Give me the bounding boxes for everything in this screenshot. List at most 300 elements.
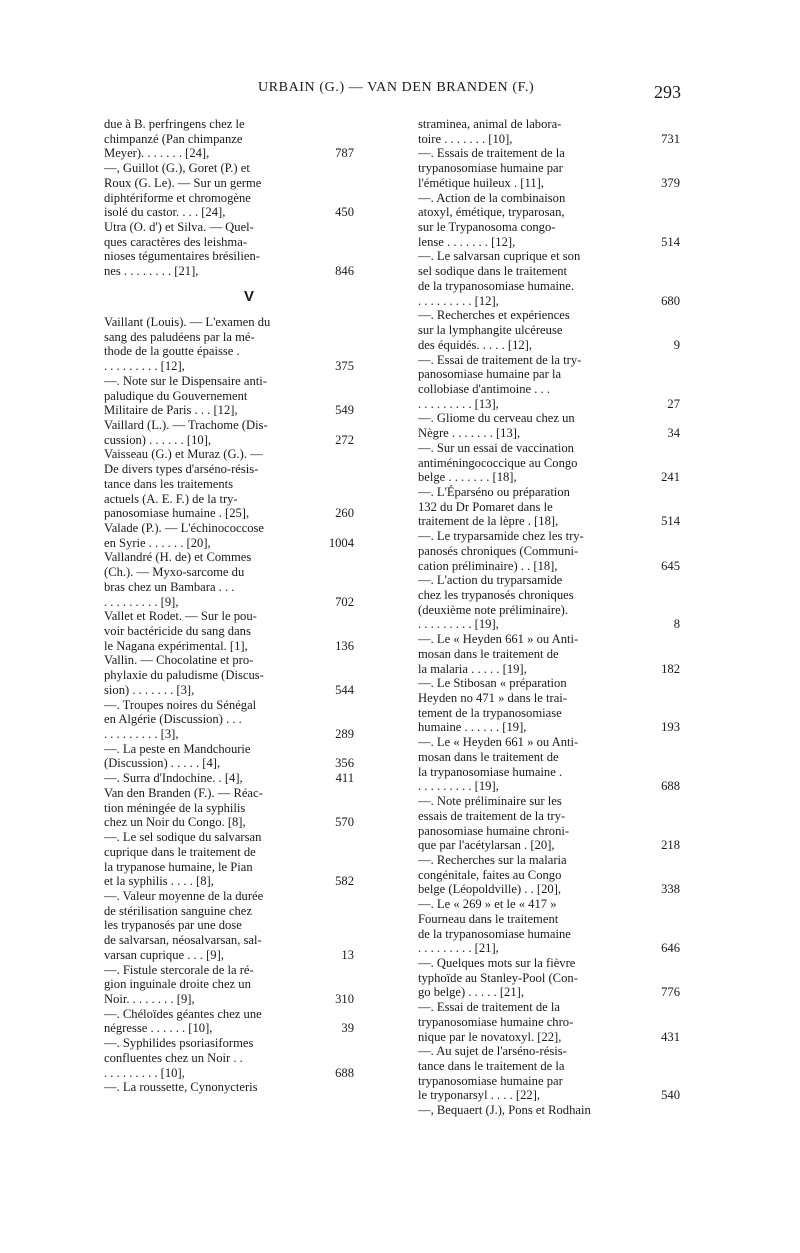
index-line	[104, 550, 354, 565]
index-entry-text: —. Fistule stercorale de la ré-	[104, 962, 254, 977]
index-entry-text: essais de traitement de la try-	[418, 808, 566, 823]
index-entry-text: mosan dans le traitement de	[418, 646, 559, 661]
index-entry-text: voir bactéricide du sang dans	[104, 624, 251, 638]
index-line	[418, 294, 680, 309]
index-line	[104, 904, 354, 919]
index-entry-text: . . . . . . . . . [21],	[418, 941, 499, 956]
index-line	[418, 912, 680, 927]
page-reference: 688	[661, 779, 680, 794]
index-entry-text: le Nagana expérimental. [1],	[104, 638, 248, 653]
index-line	[418, 985, 680, 1000]
page-reference: 646	[661, 941, 680, 956]
page-reference: 379	[661, 175, 680, 190]
index-entry-text: (deuxième note préliminaire).	[418, 602, 569, 617]
index-entry-text: de stérilisation sanguine chez	[104, 903, 252, 918]
index-entry-text: . . . . . . . . . [12],	[418, 293, 499, 308]
index-entry-text: —. Gliome du cerveau chez un	[418, 411, 575, 426]
index-entry-text: —, Bequaert (J.), Pons et Rodhain	[418, 1103, 591, 1118]
index-entry-text: humaine . . . . . . [19],	[418, 720, 527, 735]
index-entry-text: —. L'Éparséno ou préparation	[418, 484, 570, 499]
page-reference: 702	[335, 594, 354, 609]
page-number: 293	[654, 82, 681, 102]
index-line	[418, 146, 680, 161]
index-line	[104, 389, 354, 404]
page-reference: 27	[667, 396, 680, 411]
index-entry-text: mosan dans le traitement de	[418, 749, 559, 764]
index-entry-text: la malaria . . . . . [19],	[418, 661, 527, 676]
page-reference: 514	[661, 514, 680, 529]
index-line	[418, 691, 680, 706]
index-line	[418, 411, 680, 426]
index-entry-text: nioses tégumentaires brésilien-	[104, 249, 260, 264]
index-line	[418, 500, 680, 515]
index-line	[104, 1051, 354, 1066]
index-entry-text: trypanosomiase humaine par	[418, 1073, 563, 1088]
index-entry-text: panosés chroniques (Communi-	[418, 543, 579, 558]
index-line	[418, 927, 680, 942]
index-line	[104, 359, 354, 374]
index-line	[418, 588, 680, 603]
index-line	[418, 338, 680, 353]
index-line	[104, 918, 354, 933]
index-line	[104, 595, 354, 610]
index-line	[104, 580, 354, 595]
index-entry-text: isolé du castor. . . . [24],	[104, 205, 226, 220]
index-entry-text: —. Recherches sur la malaria	[418, 852, 567, 867]
index-line	[104, 264, 354, 279]
index-entry-text: trypanosomiase humaine chro-	[418, 1014, 574, 1029]
index-entry-text: —. Le « Heyden 661 » ou Anti-	[418, 632, 579, 647]
index-entry-text: —. Troupes noires du Sénégal	[104, 697, 257, 712]
index-entry-text: —. Syphilides psoriasiformes	[104, 1036, 254, 1051]
index-entry-text: cuprique dans le traitement de	[104, 844, 256, 859]
index-entry-text: des équidés. . . . . [12],	[418, 337, 533, 352]
index-entry-text: Meyer). . . . . . . [24],	[104, 146, 210, 161]
index-line	[104, 1021, 354, 1036]
page-reference: 39	[341, 1021, 354, 1036]
index-line	[418, 353, 680, 368]
index-entry-text: —. Valeur moyenne de la durée	[104, 888, 264, 903]
index-line	[418, 779, 680, 794]
page-reference: 645	[661, 558, 680, 573]
index-entry-text: —. Note préliminaire sur les	[418, 794, 562, 809]
index-line	[418, 235, 680, 250]
index-entry-text: actuels (A. E. F.) de la try-	[104, 491, 238, 506]
index-entry-text: toire . . . . . . . [10],	[418, 131, 513, 146]
index-entry-text: —, Guillot (G.), Goret (P.) et	[104, 161, 250, 176]
page-reference: 34	[667, 426, 680, 441]
index-line	[104, 992, 354, 1007]
index-line	[418, 882, 680, 897]
index-line	[104, 492, 354, 507]
page-reference: 356	[335, 756, 354, 771]
index-line	[418, 617, 680, 632]
index-entry-text: négresse . . . . . . [10],	[104, 1021, 213, 1036]
index-entry-text: sion) . . . . . . . [3],	[104, 682, 195, 697]
index-entry-text: belge (Léopoldville) . . [20],	[418, 882, 562, 897]
index-entry-text: nes . . . . . . . . [21],	[104, 264, 199, 279]
index-line	[104, 933, 354, 948]
index-line	[418, 824, 680, 839]
index-line	[418, 220, 680, 235]
page-reference: 544	[335, 682, 354, 697]
index-entry-text: . . . . . . . . . [9],	[104, 594, 179, 609]
index-line	[418, 838, 680, 853]
page-reference: 218	[661, 838, 680, 853]
page-reference: 680	[661, 293, 680, 308]
index-entry-text: —. Note sur le Dispensaire anti-	[104, 373, 267, 388]
page-reference: 310	[335, 991, 354, 1006]
index-line	[104, 830, 354, 845]
index-entry-text: —. Le salvarsan cuprique et son	[418, 249, 581, 264]
index-entry-text: —. Essai de traitement de la	[418, 1000, 560, 1015]
index-entry-text: Utra (O. d') et Silva. — Quel-	[104, 220, 254, 235]
index-entry-text: de salvarsan, néosalvarsan, sal-	[104, 933, 262, 948]
index-line	[104, 668, 354, 683]
page-reference: 431	[661, 1029, 680, 1044]
index-line	[418, 956, 680, 971]
index-entry-text: l'émétique huileux . [11],	[418, 175, 544, 190]
index-entry-text: —. Quelques mots sur la fièvre	[418, 955, 576, 970]
index-entry-text: traitement de la lèpre . [18],	[418, 514, 559, 529]
index-line	[104, 220, 354, 235]
index-line	[104, 727, 354, 742]
page-reference: 731	[661, 131, 680, 146]
page-reference: 289	[335, 727, 354, 742]
index-line	[104, 418, 354, 433]
index-entry-text: chimpanzé (Pan chimpanze	[104, 131, 243, 146]
index-entry-text: De divers types d'arséno-résis-	[104, 462, 259, 477]
index-entry-text: —. Action de la combinaison	[418, 190, 566, 205]
index-entry-text: sur la lymphangite ulcéreuse	[418, 323, 563, 338]
page-reference: 787	[335, 146, 354, 161]
index-entry-text: en Algérie (Discussion) . . .	[104, 712, 242, 727]
index-entry-text: Vaisseau (G.) et Muraz (G.). —	[104, 447, 263, 462]
index-entry-text: Van den Branden (F.). — Réac-	[104, 785, 263, 800]
index-entry-text: —. La roussette, Cynonycteris	[104, 1080, 258, 1095]
index-line	[104, 315, 354, 330]
index-entry-text: Noir. . . . . . . . [9],	[104, 991, 195, 1006]
index-entry-text: la trypanosomiase humaine .	[418, 764, 563, 779]
index-entry-text: . . . . . . . . . [3],	[104, 727, 179, 742]
index-entry-text: —. Sur un essai de vaccination	[418, 440, 574, 455]
index-line	[104, 191, 354, 206]
index-entry-text: cation préliminaire) . . [18],	[418, 558, 558, 573]
index-line	[104, 1080, 354, 1095]
index-line	[418, 603, 680, 618]
page-reference: 272	[335, 432, 354, 447]
index-entry-text: tement de la trypanosomiase	[418, 705, 562, 720]
index-entry-text: le tryponarsyl . . . . [22],	[418, 1088, 541, 1103]
index-entry-text: . . . . . . . . . [19],	[418, 617, 499, 632]
index-line	[418, 485, 680, 500]
index-line	[418, 573, 680, 588]
index-line	[418, 161, 680, 176]
index-entry-text: sel sodique dans le traitement	[418, 264, 567, 279]
index-line	[104, 801, 354, 816]
page-reference: 13	[341, 947, 354, 962]
index-line	[104, 161, 354, 176]
index-entry-text: paludique du Gouvernement	[104, 388, 248, 403]
index-line	[418, 308, 680, 323]
index-line	[104, 1007, 354, 1022]
index-line	[104, 874, 354, 889]
index-line	[418, 249, 680, 264]
index-entry-text: . . . . . . . . . [12],	[104, 359, 185, 374]
index-line	[418, 750, 680, 765]
index-entry-text: collobiase d'antimoine . . .	[418, 381, 551, 396]
index-line	[418, 1030, 680, 1045]
index-entry-text: . . . . . . . . . [13],	[418, 396, 499, 411]
index-line	[104, 786, 354, 801]
index-line	[104, 205, 354, 220]
index-line	[418, 735, 680, 750]
index-line	[418, 470, 680, 485]
index-line	[418, 941, 680, 956]
index-line	[418, 1059, 680, 1074]
index-line	[104, 756, 354, 771]
index-entry-text: diphtériforme et chromogène	[104, 190, 251, 205]
index-entry-text: phylaxie du paludisme (Discus-	[104, 668, 264, 683]
index-entry-text: —. L'action du tryparsamide	[418, 573, 563, 588]
index-entry-text: de la trypanosomiase humaine.	[418, 278, 574, 293]
page-reference: 338	[661, 882, 680, 897]
index-entry-text: de la trypanosomiase humaine	[418, 926, 571, 941]
index-line	[104, 948, 354, 963]
index-entry-text: gion inguinale droite chez un	[104, 977, 251, 992]
index-line	[104, 330, 354, 345]
index-line	[418, 1000, 680, 1015]
page-reference: 582	[335, 874, 354, 889]
index-entry-text: Roux (G. Le). — Sur un germe	[104, 175, 262, 190]
left-column	[104, 117, 354, 1095]
index-line	[418, 720, 680, 735]
right-column	[418, 117, 680, 1118]
index-line	[104, 639, 354, 654]
index-line	[104, 447, 354, 462]
index-entry-text: que par l'acétylarsan . [20],	[418, 838, 555, 853]
index-entry-text: —. Au sujet de l'arséno-résis-	[418, 1044, 567, 1059]
index-line	[418, 529, 680, 544]
index-line	[418, 132, 680, 147]
index-line	[104, 860, 354, 875]
index-entry-text: panosomiase humaine . [25],	[104, 506, 250, 521]
index-entry-text: —. Recherches et expériences	[418, 308, 570, 323]
index-entry-text: varsan cuprique . . . [9],	[104, 947, 224, 962]
index-entry-text: tance dans les traitements	[104, 476, 234, 491]
index-line	[104, 1066, 354, 1081]
index-line	[418, 117, 680, 132]
index-line	[104, 565, 354, 580]
index-entry-text: ques caractères des leishma-	[104, 234, 248, 249]
index-entry-text: en Syrie . . . . . . [20],	[104, 535, 211, 550]
index-entry-text: 132 du Dr Pomaret dans le	[418, 499, 553, 514]
index-line	[418, 441, 680, 456]
index-line	[418, 514, 680, 529]
index-entry-text: Vaillard (L.). — Trachome (Dis-	[104, 417, 268, 432]
index-entry-text: cussion) . . . . . . [10],	[104, 432, 212, 447]
index-line	[418, 1088, 680, 1103]
index-entry-text: Vallin. — Chocolatine et pro-	[104, 653, 254, 668]
index-line	[418, 1015, 680, 1030]
index-entry-text: —. Essais de traitement de la	[418, 146, 565, 161]
index-line	[104, 536, 354, 551]
index-entry-text: go belge) . . . . . [21],	[418, 985, 524, 1000]
index-line	[104, 815, 354, 830]
index-line	[104, 624, 354, 639]
index-entry-text: atoxyl, émétique, tryparosan,	[418, 205, 565, 220]
running-head: URBAIN (G.) — VAN DEN BRANDEN (F.)	[258, 80, 535, 95]
index-entry-text: Nègre . . . . . . . [13],	[418, 426, 521, 441]
index-entry-text: panosomiase humaine par la	[418, 367, 562, 382]
index-entry-text: Vallandré (H. de) et Commes	[104, 550, 252, 565]
page-reference: 411	[335, 771, 354, 786]
index-entry-text: tion méningée de la syphilis	[104, 800, 246, 815]
index-line	[104, 963, 354, 978]
page-reference: 241	[661, 470, 680, 485]
page-reference: 776	[661, 985, 680, 1000]
index-entry-text: belge . . . . . . . [18],	[418, 470, 517, 485]
page-reference: 450	[335, 205, 354, 220]
index-entry-text: sang des paludéens par la mé-	[104, 329, 255, 344]
index-line	[104, 653, 354, 668]
index-line	[104, 521, 354, 536]
index-entry-text: —. Surra d'Indochine. . [4],	[104, 771, 243, 786]
page-reference: 1004	[328, 535, 354, 550]
index-entry-text: straminea, animal de labora-	[418, 117, 562, 131]
index-line	[104, 1036, 354, 1051]
index-line	[104, 235, 354, 250]
index-entry-text: —. Le tryparsamide chez les try-	[418, 529, 584, 544]
index-line	[418, 853, 680, 868]
page-reference: 260	[335, 506, 354, 521]
index-line	[418, 397, 680, 412]
index-line	[104, 176, 354, 191]
index-line	[418, 544, 680, 559]
page-reference: 846	[335, 264, 354, 279]
index-entry-text: —. Chéloïdes géantes chez une	[104, 1006, 262, 1021]
index-line	[418, 426, 680, 441]
index-line	[104, 683, 354, 698]
index-entry-text: typhoïde au Stanley-Pool (Con-	[418, 970, 578, 985]
index-line	[104, 146, 354, 161]
index-entry-text: chez les trypanosés chroniques	[418, 588, 574, 602]
index-line	[104, 977, 354, 992]
index-line	[104, 374, 354, 389]
index-line	[104, 403, 354, 418]
index-entry-text: (Discussion) . . . . . [4],	[104, 756, 221, 771]
index-entry-text: Vallet et Rodet. — Sur le pou-	[104, 609, 257, 624]
index-line	[104, 845, 354, 860]
index-entry-text: confluentes chez un Noir . .	[104, 1050, 243, 1065]
index-line	[418, 1074, 680, 1089]
index-entry-text: —. Le « Heyden 661 » ou Anti-	[418, 735, 579, 750]
index-line	[418, 176, 680, 191]
index-line	[104, 742, 354, 757]
index-line	[418, 676, 680, 691]
index-entry-text: due à B. perfringens chez le	[104, 117, 245, 131]
index-entry-text: Valade (P.). — L'échinococcose	[104, 520, 264, 535]
index-entry-text: chez un Noir du Congo. [8],	[104, 815, 246, 830]
index-line	[418, 456, 680, 471]
index-entry-text: —. Le sel sodique du salvarsan	[104, 830, 262, 845]
left-entries-before-section	[104, 117, 354, 279]
index-line	[418, 382, 680, 397]
index-entry-text: Vaillant (Louis). — L'examen du	[104, 314, 271, 329]
left-entries-after-section	[104, 315, 354, 1095]
index-line	[104, 889, 354, 904]
index-entry-text: et la syphilis . . . . [8],	[104, 874, 214, 889]
index-line	[418, 868, 680, 883]
index-entry-text: sur le Trypanosoma congo-	[418, 220, 556, 235]
index-line	[418, 191, 680, 206]
index-entry-text: —. La peste en Mandchourie	[104, 741, 251, 756]
page-reference: 8	[673, 617, 680, 632]
index-line	[104, 433, 354, 448]
page-reference: 375	[335, 359, 354, 374]
index-line	[418, 323, 680, 338]
index-line	[418, 706, 680, 721]
index-entry-text: tance dans le traitement de la	[418, 1059, 565, 1073]
index-entry-text: panosomiase humaine chroni-	[418, 823, 570, 838]
index-line	[104, 609, 354, 624]
index-entry-text: bras chez un Bambara . . .	[104, 579, 235, 594]
page-reference: 570	[335, 815, 354, 830]
index-line	[104, 771, 354, 786]
index-entry-text: les trypanosés par une dose	[104, 918, 242, 933]
index-line	[418, 662, 680, 677]
index-entry-text: congénitale, faites au Congo	[418, 867, 562, 882]
index-line	[418, 765, 680, 780]
index-entry-text: . . . . . . . . . [10],	[104, 1065, 185, 1080]
index-line	[418, 367, 680, 382]
page-reference: 540	[661, 1088, 680, 1103]
page-reference: 514	[661, 234, 680, 249]
index-entry-text: antiméningococcique au Congo	[418, 455, 578, 470]
page-reference: 136	[335, 638, 354, 653]
index-entry-text: thode de la goutte épaisse .	[104, 344, 240, 359]
index-line	[104, 506, 354, 521]
index-entry-text: nique par le novatoxyl. [22],	[418, 1029, 562, 1044]
index-line	[418, 264, 680, 279]
index-entry-text: lense . . . . . . . [12],	[418, 234, 516, 249]
index-line	[418, 809, 680, 824]
index-line	[418, 559, 680, 574]
index-line	[104, 712, 354, 727]
index-line	[104, 117, 354, 132]
index-line	[418, 205, 680, 220]
page-reference: 182	[661, 661, 680, 676]
index-entry-text: la trypanose humaine, le Pian	[104, 859, 253, 874]
index-entry-text: —. Essai de traitement de la try-	[418, 352, 582, 367]
right-entries	[418, 117, 680, 1118]
index-line	[418, 1103, 680, 1118]
index-line	[418, 647, 680, 662]
page-reference: 9	[673, 337, 680, 352]
index-line	[104, 132, 354, 147]
index-entry-text: —. Le « 269 » et le « 417 »	[418, 897, 557, 912]
index-line	[104, 344, 354, 359]
index-line	[418, 897, 680, 912]
index-line	[104, 477, 354, 492]
index-entry-text: . . . . . . . . . [19],	[418, 779, 499, 794]
index-entry-text: Militaire de Paris . . . [12],	[104, 403, 238, 418]
index-entry-text: —. Le Stibosan « préparation	[418, 676, 567, 691]
index-line	[104, 698, 354, 713]
index-entry-text: Fourneau dans le traitement	[418, 911, 559, 926]
index-line	[104, 249, 354, 264]
section-letter: V	[243, 287, 254, 305]
